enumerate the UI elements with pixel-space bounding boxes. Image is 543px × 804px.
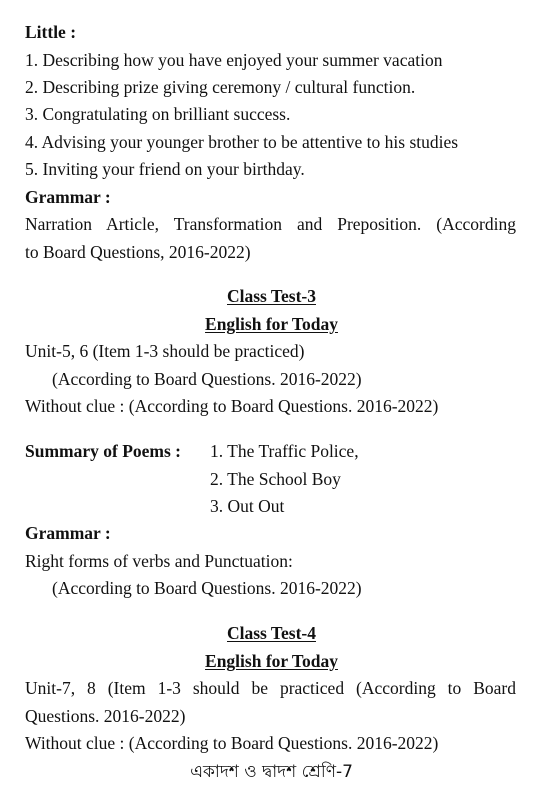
poem-item: 3. Out Out: [210, 496, 285, 516]
without-clue-line: Without clue : (According to Board Questions. 2016-2022): [25, 733, 439, 753]
poem-item: 1. The Traffic Police,: [210, 441, 359, 461]
list-item: 3. Congratulating on brilliant success.: [25, 104, 291, 124]
grammar-text-line: to Board Questions, 2016-2022): [25, 242, 251, 262]
list-item: 2. Describing prize giving ceremony / cultural function.: [25, 77, 416, 97]
grammar-heading: Grammar :: [25, 523, 111, 543]
unit-line-continued: Questions. 2016-2022): [25, 706, 186, 726]
grammar-heading: Grammar :: [25, 187, 111, 207]
class-test-3-title: Class Test-3: [227, 286, 316, 306]
unit-line: Unit-7, 8 (Item 1-3 should be practiced (According to Board: [25, 678, 516, 698]
grammar-note: (According to Board Questions. 2016-2022): [52, 578, 362, 598]
unit-note: (According to Board Questions. 2016-2022): [52, 369, 362, 389]
class-test-4-title: Class Test-4: [227, 623, 316, 643]
poem-item: 2. The School Boy: [210, 469, 341, 489]
poems-label: Summary of Poems :: [25, 441, 182, 461]
list-item: 5. Inviting your friend on your birthday.: [25, 159, 305, 179]
unit-line: Unit-5, 6 (Item 1-3 should be practiced): [25, 341, 305, 361]
english-for-today-subtitle: English for Today: [205, 314, 338, 334]
without-clue-line: Without clue : (According to Board Questions. 2016-2022): [25, 396, 439, 416]
grammar-text-line: Narration Article, Transformation and Preposition. (According: [25, 214, 516, 234]
list-item: 1. Describing how you have enjoyed your summer vacation: [25, 50, 443, 70]
grammar-text-line: Right forms of verbs and Punctuation:: [25, 551, 293, 571]
page-footer: একাদশ ও দ্বাদশ শ্রেণি-7: [190, 762, 353, 782]
english-for-today-subtitle: English for Today: [205, 651, 338, 671]
little-heading: Little :: [25, 22, 77, 42]
list-item: 4. Advising your younger brother to be attentive to his studies: [25, 132, 459, 152]
